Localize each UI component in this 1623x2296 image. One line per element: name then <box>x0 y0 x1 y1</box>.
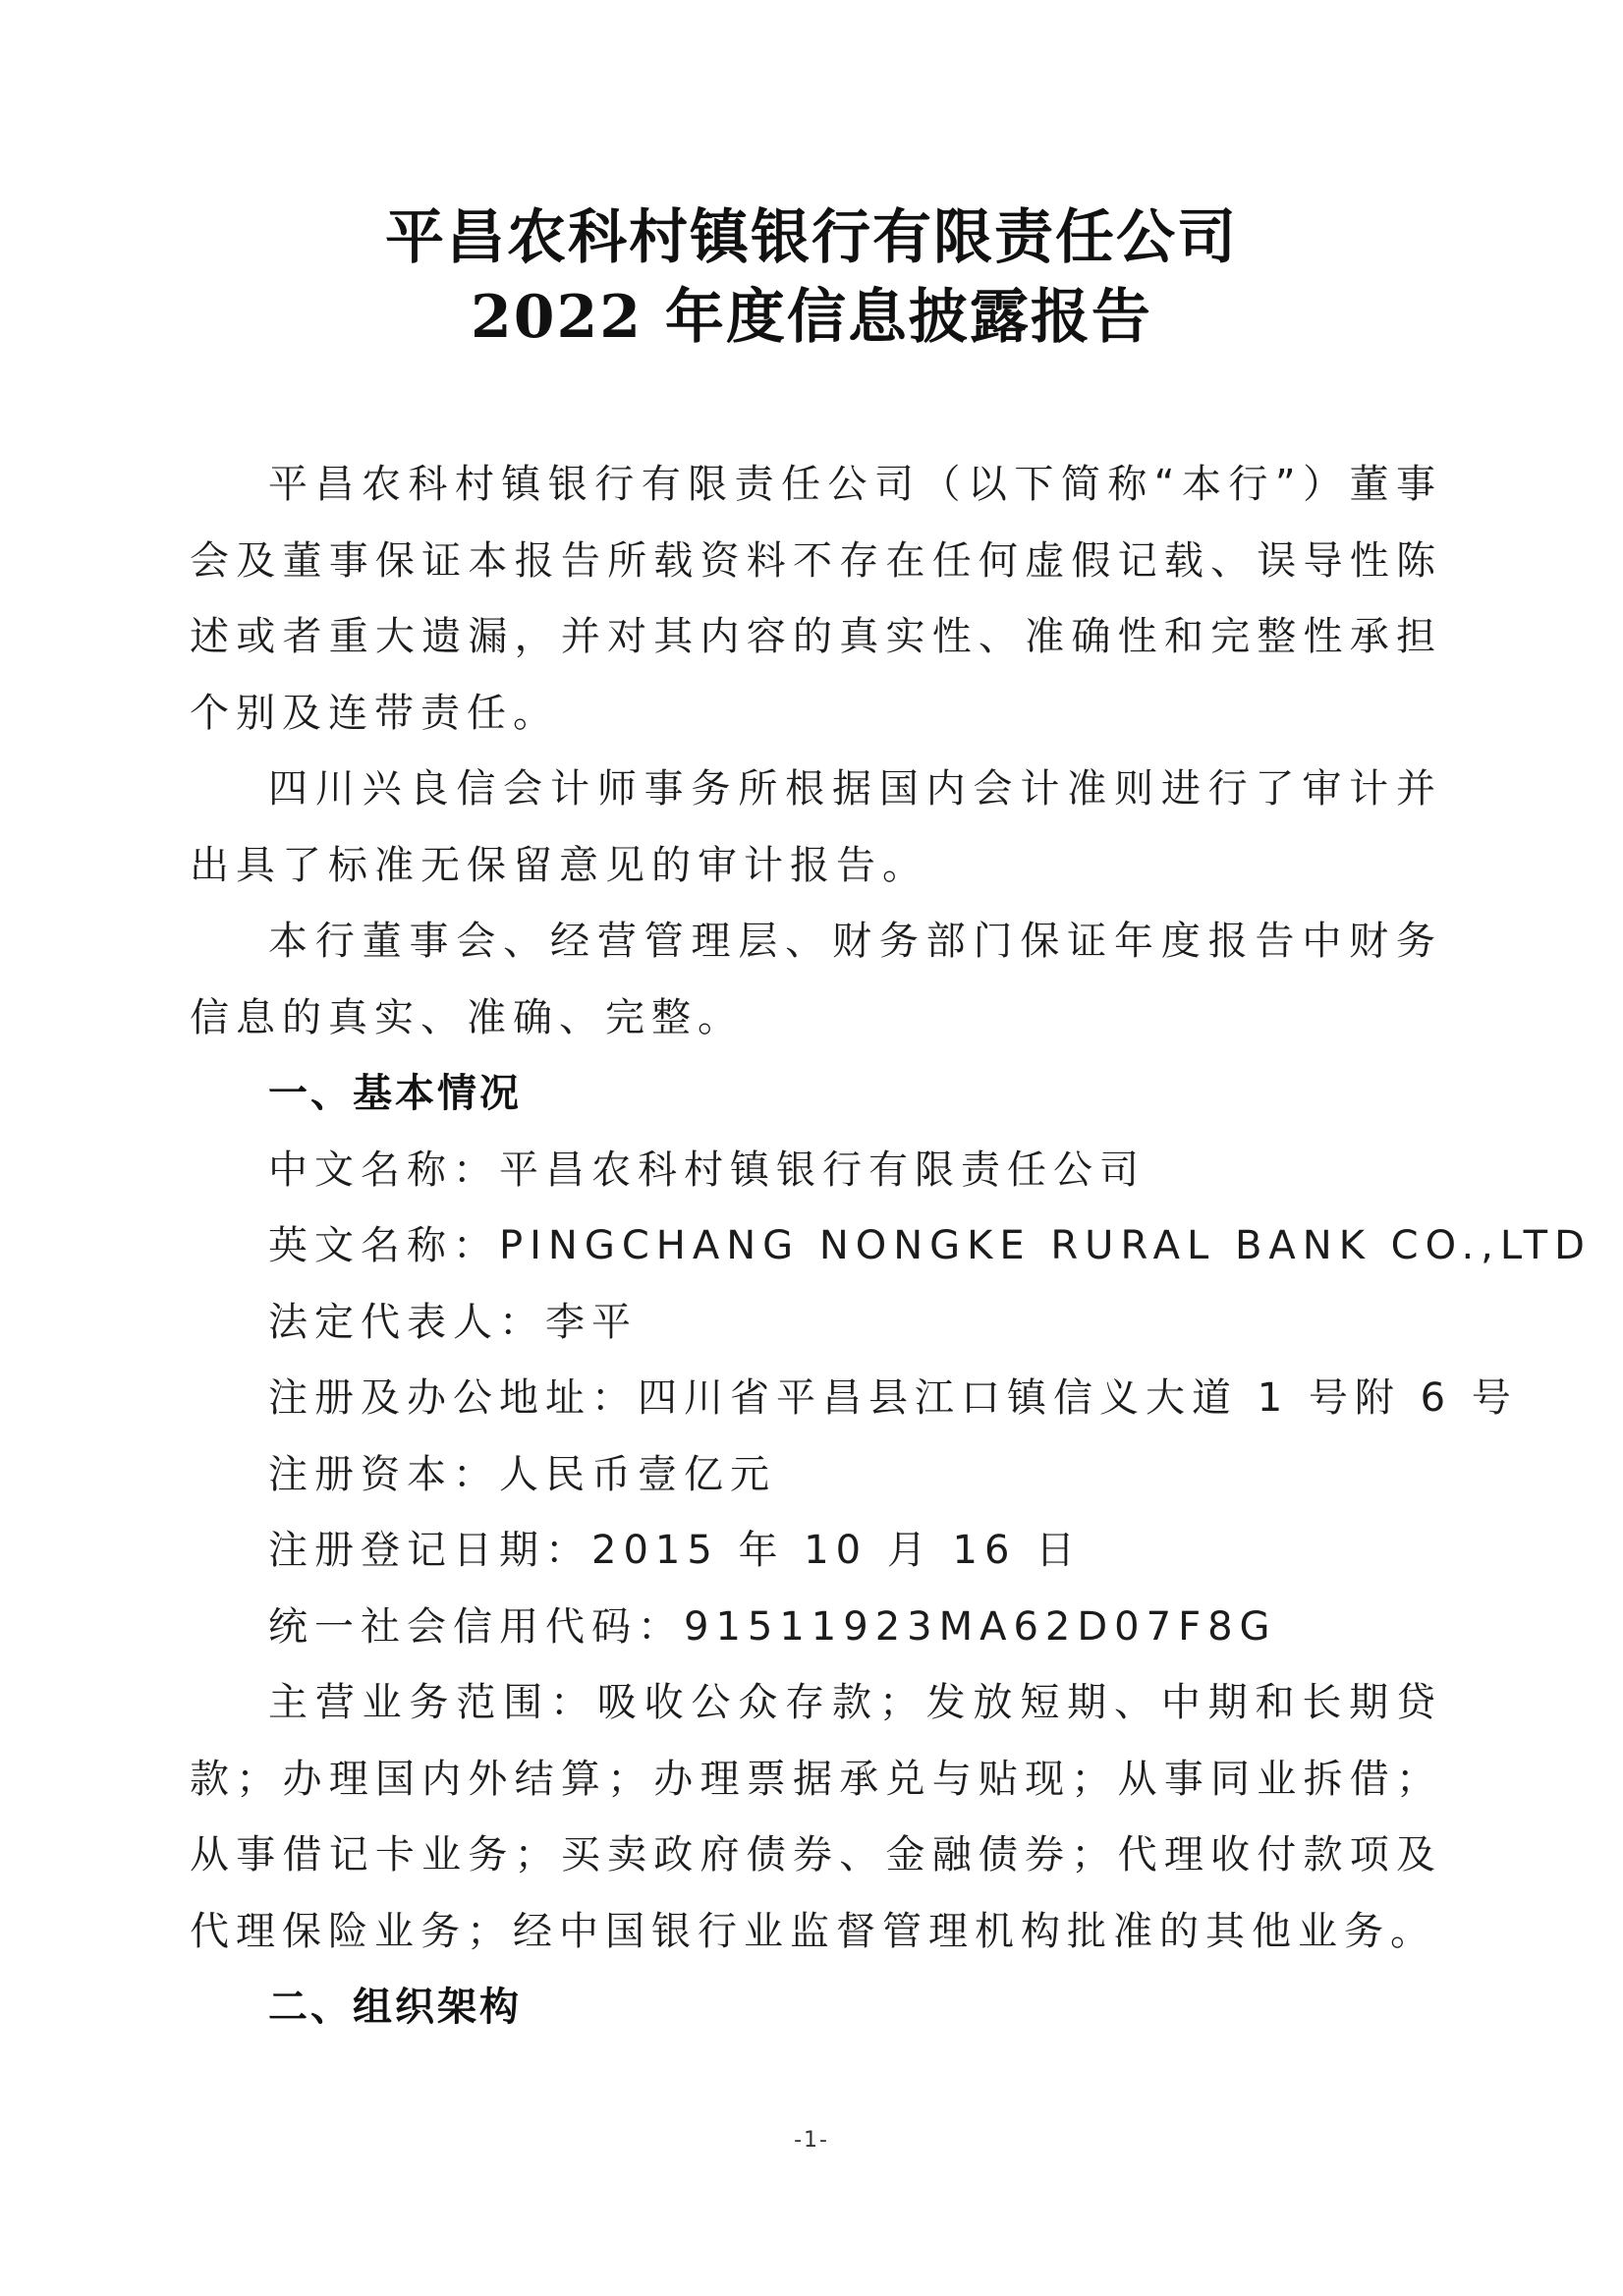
field-registration-date: 注册登记日期：2015 年 10 月 16 日 <box>268 1528 1083 1573</box>
section-heading-basic-info: 一、基本情况 <box>268 1071 522 1116</box>
field-english-name: 英文名称：PINGCHANG NONGKE RURAL BANK CO.,LTD <box>268 1223 1592 1268</box>
document-title-line2: 2022 年度信息披露报告 <box>471 283 1152 352</box>
document-title-line1: 平昌农科村镇银行有限责任公司 <box>385 203 1238 272</box>
page-number: -1- <box>794 2128 829 2153</box>
field-address: 注册及办公地址：四川省平昌县江口镇信义大道 1 号附 6 号 <box>268 1375 1518 1421</box>
assurance-paragraph: 本行董事会、经营管理层、财务部门保证年度报告中财务信息的真实、准确、完整。 <box>190 919 1442 1040</box>
field-legal-representative: 法定代表人：李平 <box>268 1299 638 1345</box>
field-registered-capital: 注册资本：人民币壹亿元 <box>268 1451 776 1497</box>
section-heading-organization: 二、组织架构 <box>268 1985 522 2030</box>
statement-paragraph: 平昌农科村镇银行有限责任公司（以下简称“本行”）董事会及董事保证本报告所载资料不存在任何虚假记载、误导性陈述或者重大遗漏，并对其内容的真实性、准确性和完整性承担个别及连带责任。 <box>190 462 1442 736</box>
audit-paragraph: 四川兴良信会计师事务所根据国内会计准则进行了审计并出具了标准无保留意见的审计报告。 <box>190 766 1442 888</box>
business-scope-paragraph: 主营业务范围：吸收公众存款；发放短期、中期和长期贷款；办理国内外结算；办理票据承兑与贴现；从事同业拆借；从事借记卡业务；买卖政府债券、金融债券；代理收付款项及代理保险业务；经中国银行业监督管理机构批准的其他业务。 <box>190 1680 1442 1954</box>
field-credit-code: 统一社会信用代码：91511923MA62D07F8G <box>268 1603 1277 1650</box>
field-chinese-name: 中文名称：平昌农科村镇银行有限责任公司 <box>268 1147 1146 1193</box>
document-body <box>190 447 1592 2046</box>
